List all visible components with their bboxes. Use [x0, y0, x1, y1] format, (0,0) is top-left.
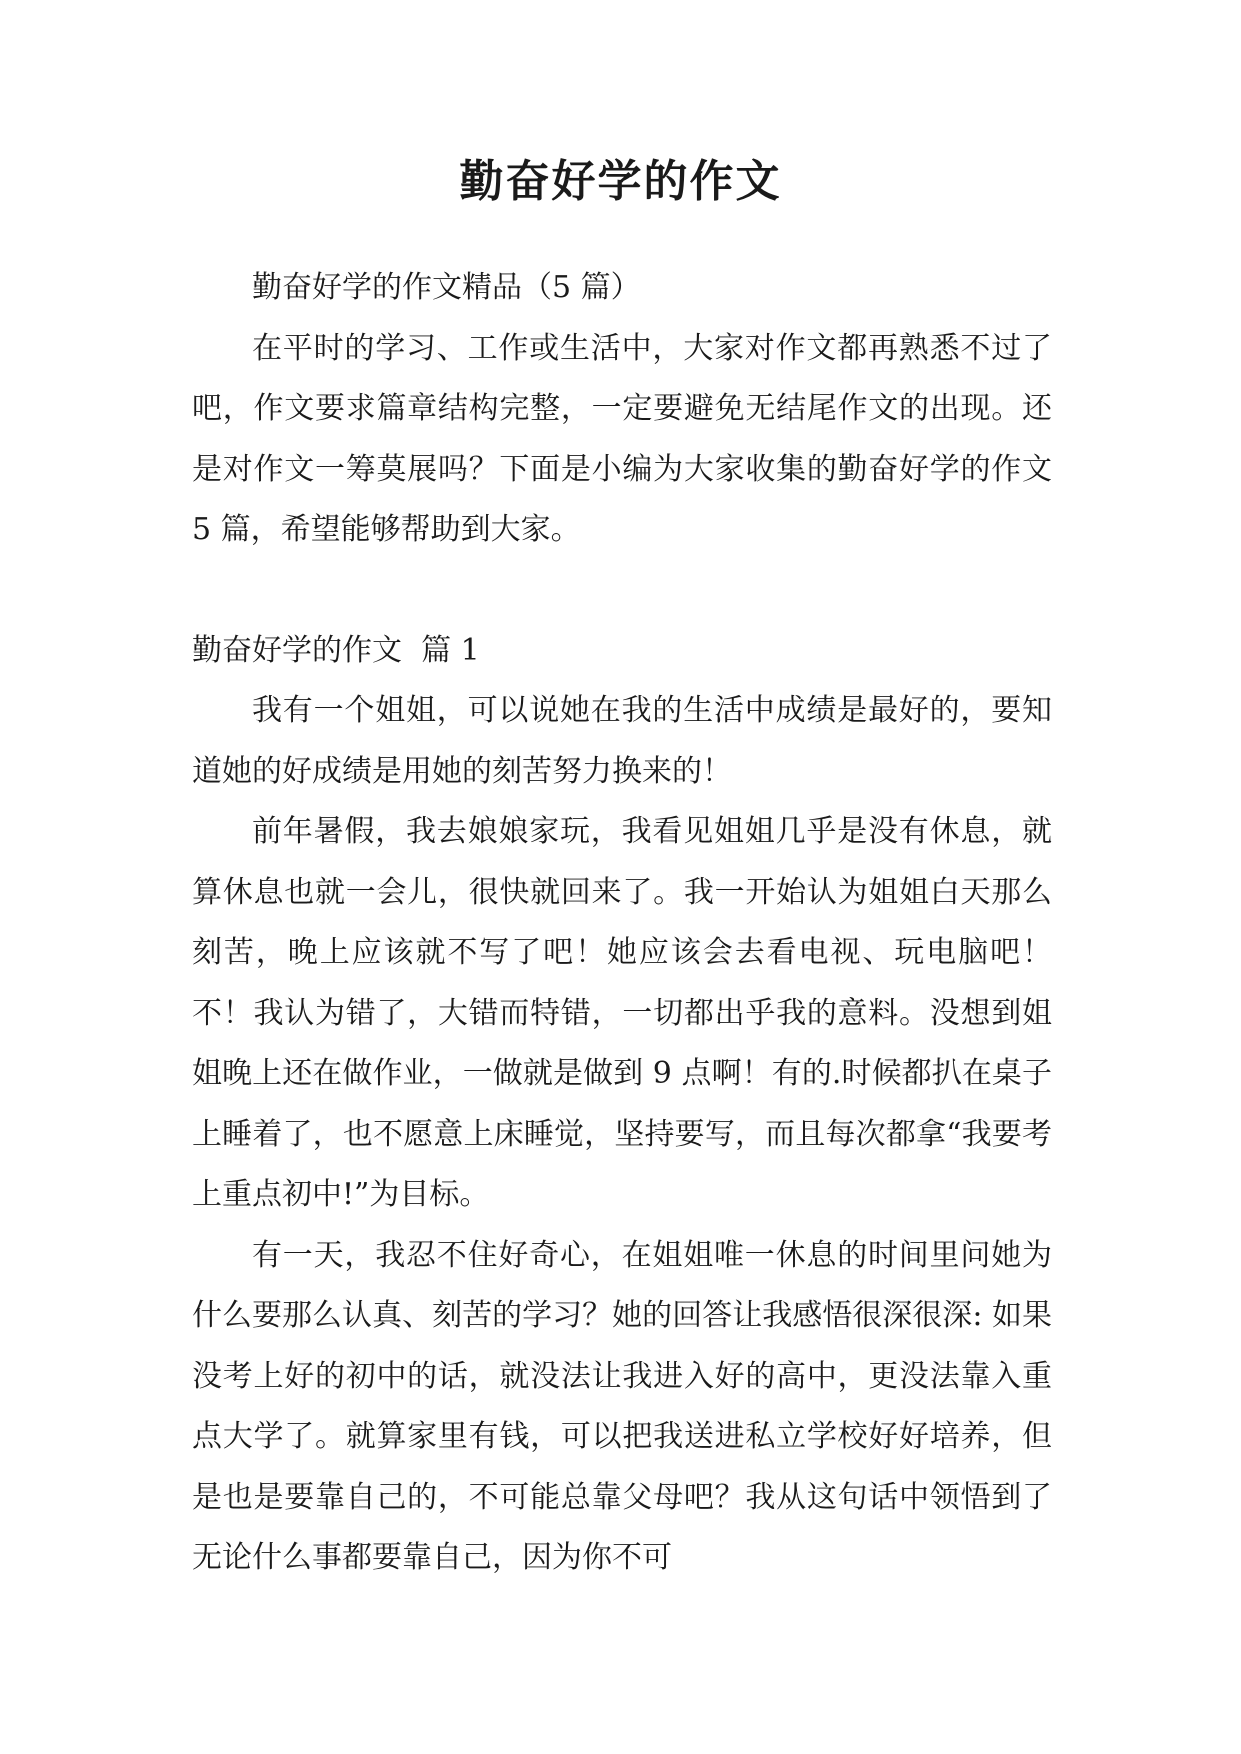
document-subtitle: 勤奋好学的作文精品（5 篇） — [252, 270, 641, 305]
body-paragraph: 我有一个姐姐，可以说她在我的生活中成绩是最好的，要知道她的好成绩是用她的刻苦努力换来的！ — [192, 693, 1052, 789]
document-title: 勤奋好学的作文 — [459, 156, 782, 207]
document-body — [192, 258, 1052, 1589]
body-paragraph: 有一天，我忍不住好奇心，在姐姐唯一休息的时间里问她为什么要那么认真、刻苦的学习？她的回答让我感悟很深很深: 如果没考上好的初中的话，就没法让我进入好的高中，更没法靠入重点大学了。就算家里有钱，可以把我送进私立学校好好培养，但是也是要靠自己的，不可能总靠父母吧？我从这句话中领悟到了无论什么事都要靠自己，因为你不可 — [192, 1237, 1052, 1575]
section-heading: 勤奋好学的作文 篇 1 — [192, 632, 480, 668]
section-spacer — [192, 561, 1052, 621]
body-paragraph: 前年暑假，我去娘娘家玩，我看见姐姐几乎是没有休息，就算休息也就一会儿，很快就回来了。我一开始认为姐姐白天那么刻苦，晚上应该就不写了吧！她应该会去看电视、玩电脑吧！不！我认为错了，大错而特错，一切都出乎我的意料。没想到姐姐晚上还在做作业，一做就是做到 9 点啊！有的.时候都扒在桌子上睡着了，也不愿意上床睡觉，坚持要写，而且每次都拿“我要考上重点初中!”为目标。 — [192, 814, 1052, 1212]
intro-paragraph: 在平时的学习、工作或生活中，大家对作文都再熟悉不过了吧，作文要求篇章结构完整，一定要避免无结尾作文的出现。还是对作文一筹莫展吗？下面是小编为大家收集的勤奋好学的作文 5 篇，希望能够帮助到大家。 — [192, 330, 1052, 547]
